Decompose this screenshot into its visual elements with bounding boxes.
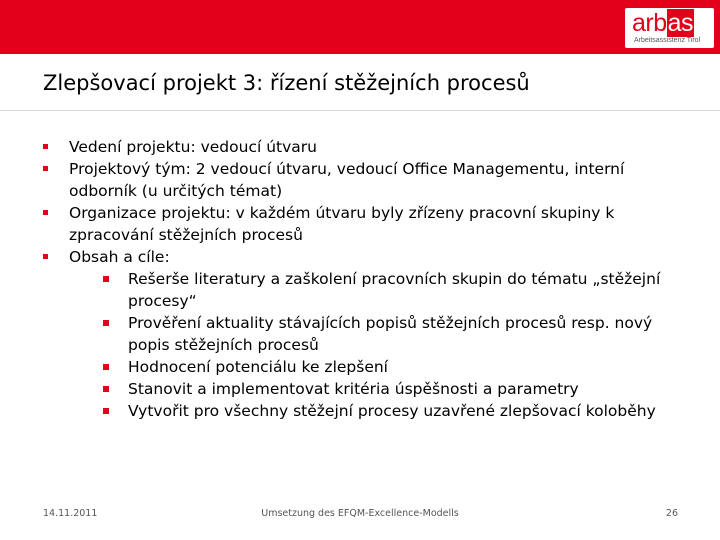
bullet-label: Vedení projektu: [69, 138, 191, 156]
square-bullet-icon: [43, 254, 48, 259]
arbas-logo: [625, 8, 714, 48]
sub-bullet-text: Stanovit a implementovat kritéria úspěšnosti a parametry: [128, 380, 579, 398]
bullet-text: 2 vedoucí útvaru, vedoucí Office Managementu, interní odborník (u určitých témat): [69, 160, 625, 200]
bullet-item: [0, 246, 669, 268]
bullet-label: Obsah a cíle: [69, 248, 165, 266]
square-bullet-icon: [103, 320, 109, 326]
sub-bullet-item: [0, 378, 688, 400]
logo-word-white: as: [667, 9, 694, 37]
bullet-item: [0, 158, 669, 202]
sub-bullet-text: Hodnocení potenciálu ke zlepšení: [128, 358, 388, 376]
sub-bullet-item: [0, 268, 688, 312]
bullet-text: : vedoucí útvaru: [190, 138, 317, 156]
square-bullet-icon: [43, 144, 48, 149]
bullet-label: Projektový tým:: [69, 160, 191, 178]
bullet-item: [0, 202, 669, 246]
sub-bullet-text: Rešerše literatury a zaškolení pracovních skupin do tématu „stěžejní procesy“: [128, 270, 661, 310]
footer-title: Umsetzung des EFQM-Excellence-Modells: [261, 508, 459, 519]
logo-wordmark: [632, 10, 694, 36]
bullet-label: Organizace projektu: [69, 204, 226, 222]
slide-content: [0, 136, 720, 422]
sub-bullet-item: [0, 400, 688, 422]
header-band: [0, 0, 720, 54]
sub-bullet-text: Vytvořit pro všechny stěžejní procesy uzavřené zlepšovací koloběhy: [128, 402, 656, 420]
square-bullet-icon: [103, 276, 109, 282]
slide-title: Zlepšovací projekt 3: řízení stěžejních procesů: [43, 71, 530, 95]
logo-word-red: arb: [632, 9, 667, 37]
square-bullet-icon: [43, 166, 48, 171]
square-bullet-icon: [103, 386, 109, 392]
bullet-item: [0, 136, 669, 158]
square-bullet-icon: [43, 210, 48, 215]
square-bullet-icon: [103, 408, 109, 414]
page-number: 26: [665, 508, 678, 519]
sub-bullet-item: [0, 312, 688, 356]
square-bullet-icon: [103, 364, 109, 370]
bullet-text: :: [164, 248, 170, 266]
footer-date: 14.11.2011: [43, 508, 98, 519]
bullet-text: : v každém útvaru byly zřízeny pracovní skupiny k zpracování stěžejních procesů: [69, 204, 615, 244]
logo-subtitle: Arbeitsassistenz Tirol: [634, 37, 701, 44]
title-divider: [0, 110, 720, 111]
sub-bullet-text: Prověření aktuality stávajících popisů stěžejních procesů resp. nový popis stěžejních procesů: [128, 314, 653, 354]
sub-bullet-item: [0, 356, 688, 378]
